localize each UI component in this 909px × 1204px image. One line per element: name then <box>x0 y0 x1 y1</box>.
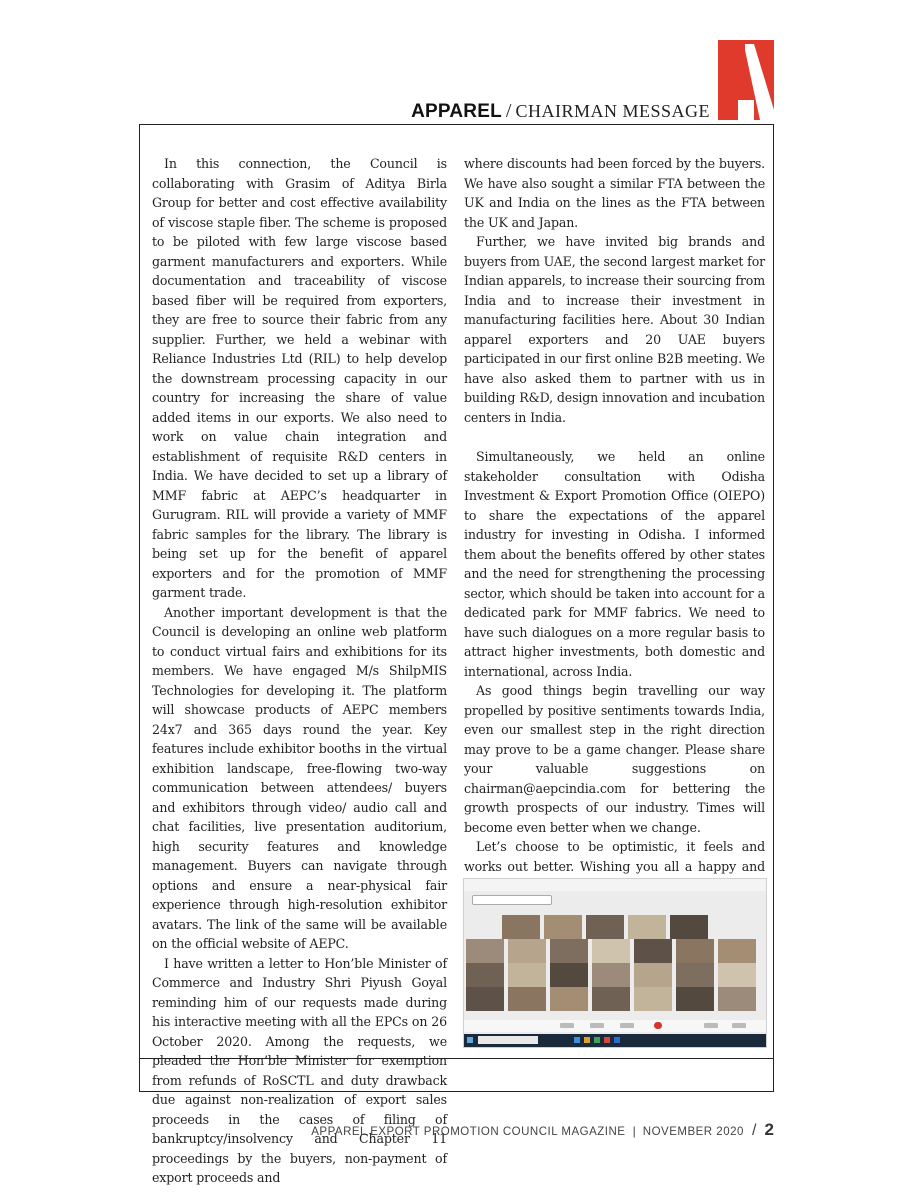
page-header <box>411 101 710 121</box>
magazine-logo-icon <box>718 40 774 120</box>
paragraph: As good things begin travelling our way propelled by positive sentiments towards India, even our smallest step in the right direction may prove to be a game changer. Please share your valuable suggestions on chairman@aepcindia.com for bettering the growth prospects of our industry. Times will become even better when we change. <box>464 683 765 835</box>
participants-icon <box>704 1023 718 1028</box>
participant-video-tile <box>508 987 546 1011</box>
taskbar-app-icon <box>604 1037 610 1043</box>
participant-video-tile <box>550 939 588 963</box>
participant-video-tile <box>592 963 630 987</box>
paragraph: In this connection, the Council is collaborating with Grasim of Aditya Birla Group for better and cost effective availability of viscose staple fiber. The scheme is proposed to be piloted with few large viscose based garment manufacturers and exporters. While documentation and traceability of viscose based fiber will be required from exporters, they are free to source their fabric from any supplier. Further, we held a webinar with Reliance Industries Ltd (RIL) to help develop the downstream processing capacity in our country for increasing the share of value added items in our exports. We also need to work on value chain integration and establishment of requisite R&D centers in India. We have decided to set up a library of MMF fabric at AEPC’s headquarter in Gurugram. RIL will provide a variety of MMF fabric samples for the library. The library is being set up for the benefit of apparel exporters and for the promotion of MMF garment trade. <box>152 156 447 600</box>
participant-video-tile <box>586 915 624 939</box>
page-footer <box>311 1121 774 1139</box>
video-conference-photo <box>463 878 767 1048</box>
share-icon <box>620 1023 634 1028</box>
taskbar-app-icon <box>584 1037 590 1043</box>
participant-video-tile <box>466 963 504 987</box>
mute-icon <box>560 1023 574 1028</box>
participant-video-tile <box>508 963 546 987</box>
page-number: 2 <box>764 1120 774 1139</box>
footer-issue: NOVEMBER 2020 <box>642 1126 744 1138</box>
taskbar-search-field <box>478 1036 538 1044</box>
participant-video-tile <box>592 987 630 1011</box>
participant-video-tile <box>628 915 666 939</box>
participant-video-tile <box>634 963 672 987</box>
frame-right-border <box>773 124 774 1092</box>
paragraph: I have written a letter to Hon’ble Minister of Commerce and Industry Shri Piyush Goyal reminding him of our requests made during his interactive meeting with all the EPCs on 26 October 2020. Among the requests, we pleaded the Hon’ble Minister for exemption from refunds of RoSCTL and duty drawback due against non-realization of export sales proceeds in the cases of filing of bankruptcy/insolvency and Chapter 11 proceedings by the buyers, non-payment of export proceeds and <box>152 955 447 1185</box>
participant-video-tile <box>466 987 504 1011</box>
meeting-titlebar <box>464 879 766 891</box>
paragraph: Another important development is that the Council is developing an online web platform to conduct virtual fairs and exhibitions for its members. We have engaged M/s ShilpMIS Technologies for developing it. The platform will showcase products of AEPC members 24x7 and 365 days round the year. Key features include exhibitor booths in the virtual exhibition landscape, free-flowing two-way communication between attendees/ buyers and exhibitors through video/ audio call and chat facilities, live presentation auditorium, high security features and knowledge management. Buyers can navigate through options and ensure a near-physical fair experience through high-resolution exhibitor avatars. The link of the same will be available on the official website of AEPC. <box>152 604 447 951</box>
chat-icon <box>732 1023 746 1028</box>
participant-video-tile <box>634 939 672 963</box>
participant-video-tile <box>550 987 588 1011</box>
participant-video-tile <box>592 939 630 963</box>
header-section: APPAREL <box>411 101 502 122</box>
camera-icon <box>590 1023 604 1028</box>
leave-call-icon <box>654 1022 662 1029</box>
participant-video-tile <box>502 915 540 939</box>
taskbar-app-icon <box>574 1037 580 1043</box>
windows-start-icon <box>467 1037 473 1043</box>
left-column <box>152 154 447 1188</box>
participant-video-tile <box>676 987 714 1011</box>
participant-video-tile <box>466 939 504 963</box>
footer-slash: / <box>751 1122 757 1139</box>
paragraph: Simultaneously, we held an online stakeholder consultation with Odisha Investment & Export Promotion Office (OIEPO) to share the expectations of the apparel industry for investing in Odisha. I informed them about the benefits offered by other states and the need for strengthening the processing sector, which should be taken into account for a dedicated park for MMF fabrics. We need to have such dialogues on a more regular basis to attract higher investments, both domestic and international, across India. <box>464 449 765 679</box>
participant-video-tile <box>508 939 546 963</box>
footer-divider: | <box>632 1124 636 1138</box>
meeting-topic-pill <box>472 895 552 905</box>
paragraph-gap <box>464 427 765 447</box>
paragraph: where discounts had been forced by the buyers. We have also sought a similar FTA between the UK and India on the lines as the FTA between the UK and Japan. <box>464 156 765 230</box>
header-rule <box>139 124 774 125</box>
participant-video-tile <box>718 963 756 987</box>
header-separator: / <box>505 100 512 122</box>
frame-left-border <box>139 124 140 1092</box>
os-taskbar <box>464 1034 766 1047</box>
participant-video-tile <box>718 939 756 963</box>
participant-video-tile <box>676 939 714 963</box>
participant-video-tile <box>718 987 756 1011</box>
participant-video-tile <box>550 963 588 987</box>
taskbar-app-icon <box>614 1037 620 1043</box>
taskbar-app-icon <box>594 1037 600 1043</box>
participant-video-tile <box>670 915 708 939</box>
participant-video-tile <box>634 987 672 1011</box>
paragraph: Let’s choose to be optimistic, it feels and works out better. Wishing you all a happy and <box>464 839 765 874</box>
meeting-controls-bar <box>464 1020 766 1032</box>
footer-publication: APPAREL EXPORT PROMOTION COUNCIL MAGAZINE <box>311 1126 626 1138</box>
paragraph: Further, we have invited big brands and buyers from UAE, the second largest market for Indian apparels, to increase their sourcing from India and to increase their investment in manufacturing facilities here. About 30 Indian apparel exporters and 20 UAE buyers participated in our first online B2B meeting. We have also asked them to partner with us in building R&D, design innovation and incubation centers in India. <box>464 234 765 425</box>
header-subsection: CHAIRMAN MESSAGE <box>515 101 710 121</box>
right-column <box>464 154 765 920</box>
participant-video-tile <box>544 915 582 939</box>
participant-video-tile <box>676 963 714 987</box>
